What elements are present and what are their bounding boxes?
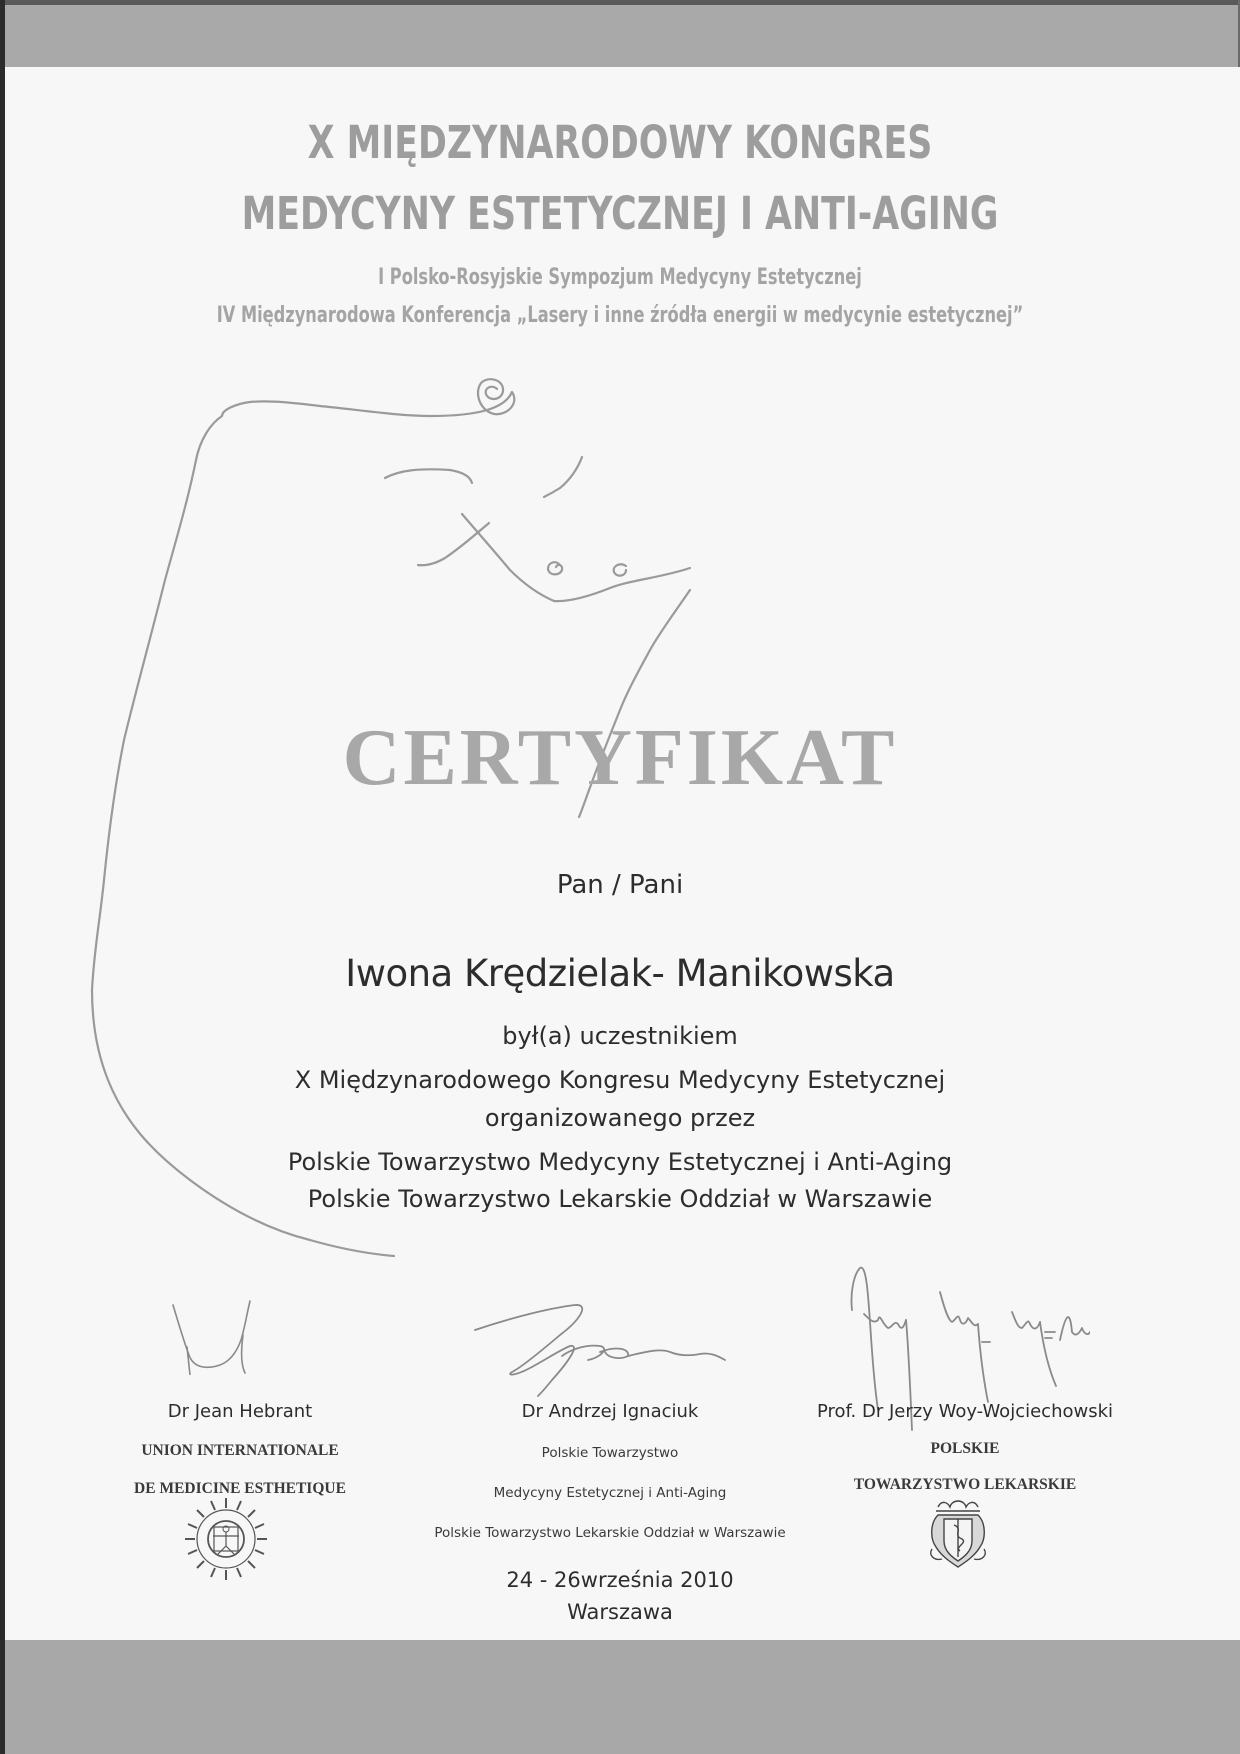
event-name: X Międzynarodowego Kongresu Medycyny Estetycznej xyxy=(294,1066,946,1094)
scan-border-top xyxy=(5,5,1240,67)
signatory-org-line: Polskie Towarzystwo Lekarskie Oddział w Warszawie xyxy=(434,1525,786,1541)
ptl-coat-of-arms-icon xyxy=(924,1493,992,1569)
organizer-1: Polskie Towarzystwo Medycyny Estetycznej i Anti-Aging xyxy=(287,1148,953,1176)
organizer-2: Polskie Towarzystwo Lekarskie Oddział w Warszawie xyxy=(307,1185,933,1213)
signature-hebrant-icon xyxy=(165,1295,275,1375)
scan-border-bottom xyxy=(0,1640,1240,1754)
salutation: Pan / Pani xyxy=(556,870,684,900)
recipient-name: Iwona Krędzielak- Manikowska xyxy=(345,952,895,995)
signatory-name: Prof. Dr Jerzy Woy-Wojciechowski xyxy=(816,1401,1114,1422)
signatory-org-line: UNION INTERNATIONALE xyxy=(141,1442,339,1459)
symposium-subtitle: I Polsko-Rosyjskie Sympozjum Medycyny Estetycznej xyxy=(378,265,862,290)
conference-subtitle: IV Międzynarodowa Konferencja „Lasery i inne źródła energii w medycynie estetycznej” xyxy=(216,303,1024,328)
signatory-org-line: DE MEDICINE ESTHETIQUE xyxy=(134,1480,346,1497)
organized-by-label: organizowanego przez xyxy=(484,1104,756,1132)
signatory-org-line: TOWARZYSTWO LEKARSKIE xyxy=(853,1476,1077,1493)
certificate-title: CERTYFIKAT xyxy=(342,714,898,802)
event-place: Warszawa xyxy=(567,1600,673,1624)
signatory-name: Dr Andrzej Ignaciuk xyxy=(521,1401,699,1422)
event-date: 24 - 26września 2010 xyxy=(506,1568,734,1592)
signature-ignaciuk-icon xyxy=(470,1300,730,1400)
congress-title-line-2: MEDYCYNY ESTETYCZNEJ I ANTI-AGING xyxy=(241,187,999,240)
participation-statement: był(a) uczestnikiem xyxy=(502,1022,738,1050)
congress-title-line-1: X MIĘDZYNARODOWY KONGRES xyxy=(307,116,933,169)
signatory-name: Dr Jean Hebrant xyxy=(167,1401,313,1422)
signatory-org-line: Polskie Towarzystwo xyxy=(541,1445,679,1461)
signatory-hebrant xyxy=(110,1401,370,1498)
signatory-ignaciuk xyxy=(400,1401,820,1542)
signatory-woy-wojciechowski xyxy=(800,1401,1130,1494)
signatory-org-line: POLSKIE xyxy=(930,1440,1000,1457)
signatory-org-line: Medycyny Estetycznej i Anti-Aging xyxy=(493,1485,727,1501)
scan-edge-top xyxy=(0,0,1240,5)
